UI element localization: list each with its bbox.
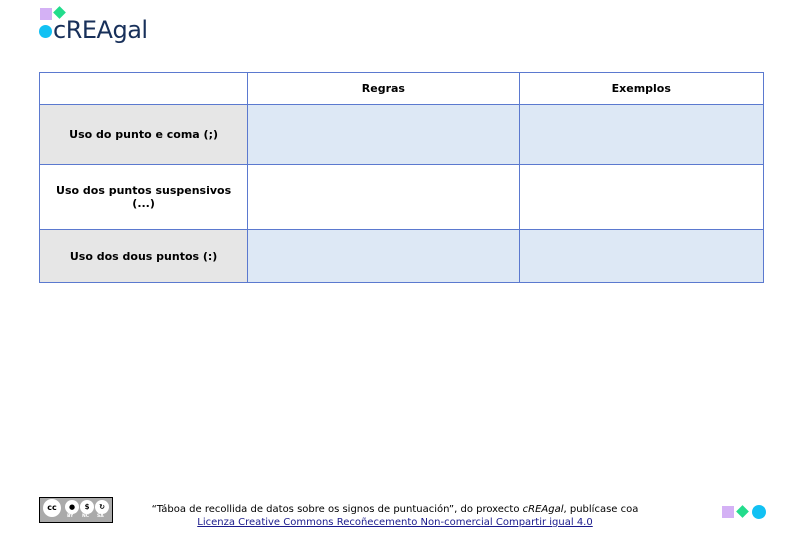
sa-label: SA xyxy=(97,514,104,519)
creagal-logo xyxy=(38,7,168,43)
header-empty-cell xyxy=(40,73,248,105)
attribution-icon: ● xyxy=(65,500,79,514)
regras-cell[interactable] xyxy=(248,230,519,283)
table-row xyxy=(40,165,764,230)
logo-text: cREAgal xyxy=(53,16,148,44)
exemplos-cell[interactable] xyxy=(519,105,763,165)
row-label: Uso dos dous puntos (:) xyxy=(40,230,248,283)
table-row xyxy=(40,105,764,165)
by-label: BY xyxy=(67,514,74,519)
table-row xyxy=(40,230,764,283)
data-collection-table xyxy=(39,72,764,283)
footer-credit xyxy=(140,503,650,529)
sharealike-icon: ↻ xyxy=(95,500,109,514)
mini-diamond-icon xyxy=(736,505,749,518)
table-header-row xyxy=(40,73,764,105)
logo-circle-icon xyxy=(39,25,52,38)
regras-cell[interactable] xyxy=(248,165,519,230)
creagal-mini-logo xyxy=(722,505,768,519)
row-label: Uso dos puntos suspensivos (...) xyxy=(40,165,248,230)
project-name: cREAgal xyxy=(522,504,564,515)
header-exemplos: Exemplos xyxy=(519,73,763,105)
regras-cell[interactable] xyxy=(248,105,519,165)
noncommercial-icon: $ xyxy=(80,500,94,514)
nc-label: NC xyxy=(82,514,90,519)
mini-circle-icon xyxy=(752,505,766,519)
cc-license-badge[interactable] xyxy=(39,497,113,523)
exemplos-cell[interactable] xyxy=(519,230,763,283)
row-label: Uso do punto e coma (;) xyxy=(40,105,248,165)
credit-prefix: “Táboa de recollida de datos sobre os signos de puntuación”, do proxecto xyxy=(151,504,523,515)
logo-square-icon xyxy=(40,8,52,20)
exemplos-cell[interactable] xyxy=(519,165,763,230)
cc-icon: cc xyxy=(43,499,61,517)
license-link[interactable]: Licenza Creative Commons Recoñecemento Non-comercial Compartir igual 4.0 xyxy=(197,517,593,528)
header-regras: Regras xyxy=(248,73,519,105)
credit-suffix: , publícase coa xyxy=(563,504,639,515)
mini-square-icon xyxy=(722,506,734,518)
